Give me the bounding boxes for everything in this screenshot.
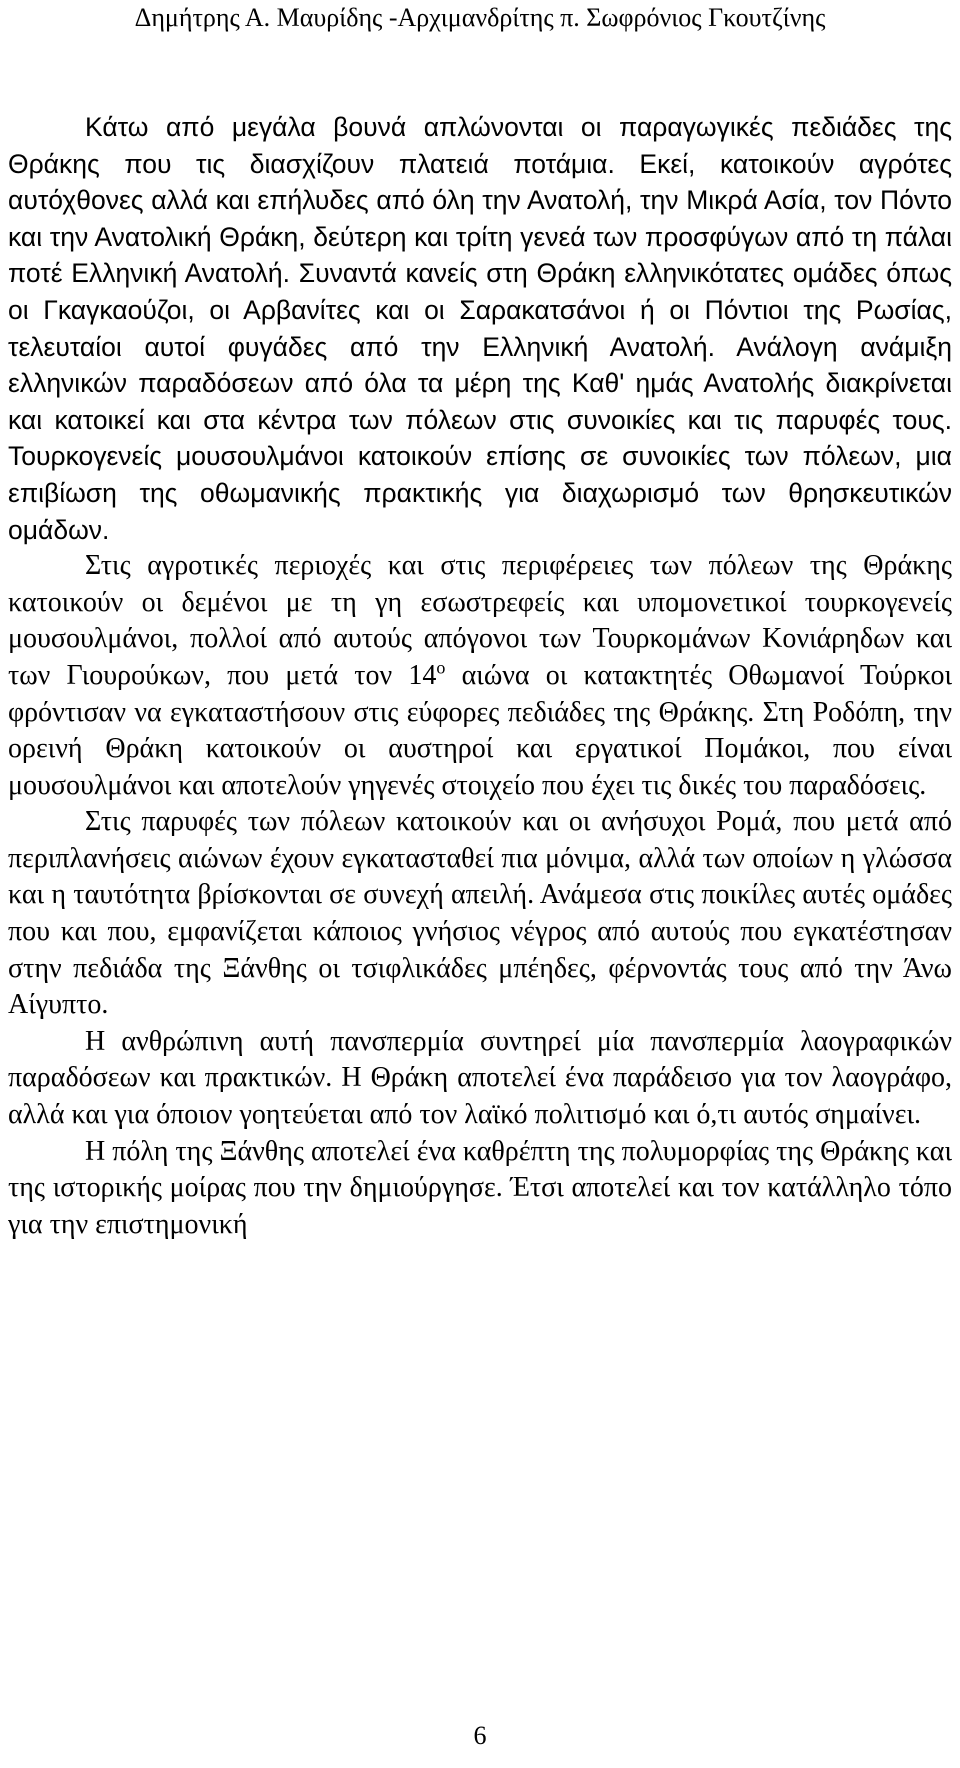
ordinal-superscript: ο (436, 657, 446, 678)
paragraph-text: Στις αγροτικές περιοχές και στις περιφέρειες των πόλεων της Θράκης κατοικούν οι δεμένοι με τη γη εσωστρεφείς και υπομονετικοί τουρκογενείς μουσουλμάνοι, πολλοί από αυτούς απόγονοι των Τουρκομάνων Κονιάρηδων και των Γιουρούκων, που μετά τον 14 (8, 550, 952, 691)
paragraph-text: αιώνα οι κατακτητές Οθωμανοί Τούρκοι φρόντισαν να εγκαταστήσουν στις εύφορες πεδιάδες της Θράκης. Στη Ροδόπη, την ορεινή Θράκη κατοικούν οι αυστηροί και εργατικοί Πομάκοι, που είναι μουσουλμάνοι και αποτελούν γηγενές στοιχείο που έχει τις δικές του παραδόσεις. (8, 659, 952, 801)
paragraph-xanthi: Η πόλη της Ξάνθης αποτελεί ένα καθρέπτη της πολυμορφίας της Θράκης και της ιστορικής μοίρας που την δημιούργησε. Έτσι αποτελεί και τον κατάλληλο τόπο για την επιστημονική (8, 1135, 952, 1240)
page-number: 6 (473, 1721, 487, 1750)
page-body (8, 109, 952, 1243)
paragraph-thrace-plains: Κάτω από μεγάλα βουνά απλώνονται οι παραγωγικές πεδιάδες της Θράκης που τις διασχίζουν πλατειά ποτάμια. Εκεί, κατοικούν αγρότες αυτόχθονες αλλά και επήλυδες από όλη την Ανατολή, την Μικρά Ασία, τον Πόντο και την Ανατολική Θράκη, δεύτερη και τρίτη γενεά των προσφύγων από τη πάλαι ποτέ Ελληνική Ανατολή. Συναντά κανείς στη Θράκη ελληνικότατες ομάδες όπως οι Γκαγκαούζοι, οι Αρβανίτες και οι Σαρακατσάνοι ή οι Πόντιοι της Ρωσίας, τελευταίοι αυτοί φυγάδες από την Ελληνική Ανατολή. Ανάλογη ανάμιξη ελληνικών παραδόσεων από όλα τα μέρη της Καθ' ημάς Ανατολής διακρίνεται και κατοικεί και στα κέντρα των πόλεων στις συνοικίες και τις παρυφές τους. Τουρκογενείς μουσουλμάνοι κατοικούν επίσης σε συνοικίες των πόλεων, μια επιβίωση της οθωμανικής πρακτικής για διαχωρισμό των θρησκευτικών ομάδων. (8, 112, 952, 545)
paragraph-roma: Στις παρυφές των πόλεων κατοικούν και οι ανήσυχοι Ρομά, που μετά από περιπλανήσεις αιώνων έχουν εγκατασταθεί πια μόνιμα, αλλά των οποίων η γλώσσα και η ταυτότητα βρίσκονται σε συνεχή απειλή. Ανάμεσα στις ποικίλες αυτές ομάδες που και που, εμφανίζεται κάποιος γνήσιος νέγρος από αυτούς που εγκατέστησαν στην πεδιάδα της Ξάνθης οι τσιφλικάδες μπέηδες, φέρνοντάς τους από την Άνω Αίγυπτο. (8, 806, 952, 1021)
running-header: Δημήτρης Α. Μαυρίδης -Αρχιμανδρίτης π. Σωφρόνιος Γκουτζίνης (134, 3, 826, 32)
paragraph-folklore: Η ανθρώπινη αυτή πανσπερμία συντηρεί μία πανσπερμία λαογραφικών παραδόσεων και πρακτικών. Η Θράκη αποτελεί ένα παράδεισο για τον λαογράφο, αλλά και για όποιον γοητεύεται από τον λαϊκό πολιτισμό και ό,τι αυτός σημαίνει. (8, 1025, 952, 1131)
paragraph-muslim-communities (8, 548, 952, 804)
